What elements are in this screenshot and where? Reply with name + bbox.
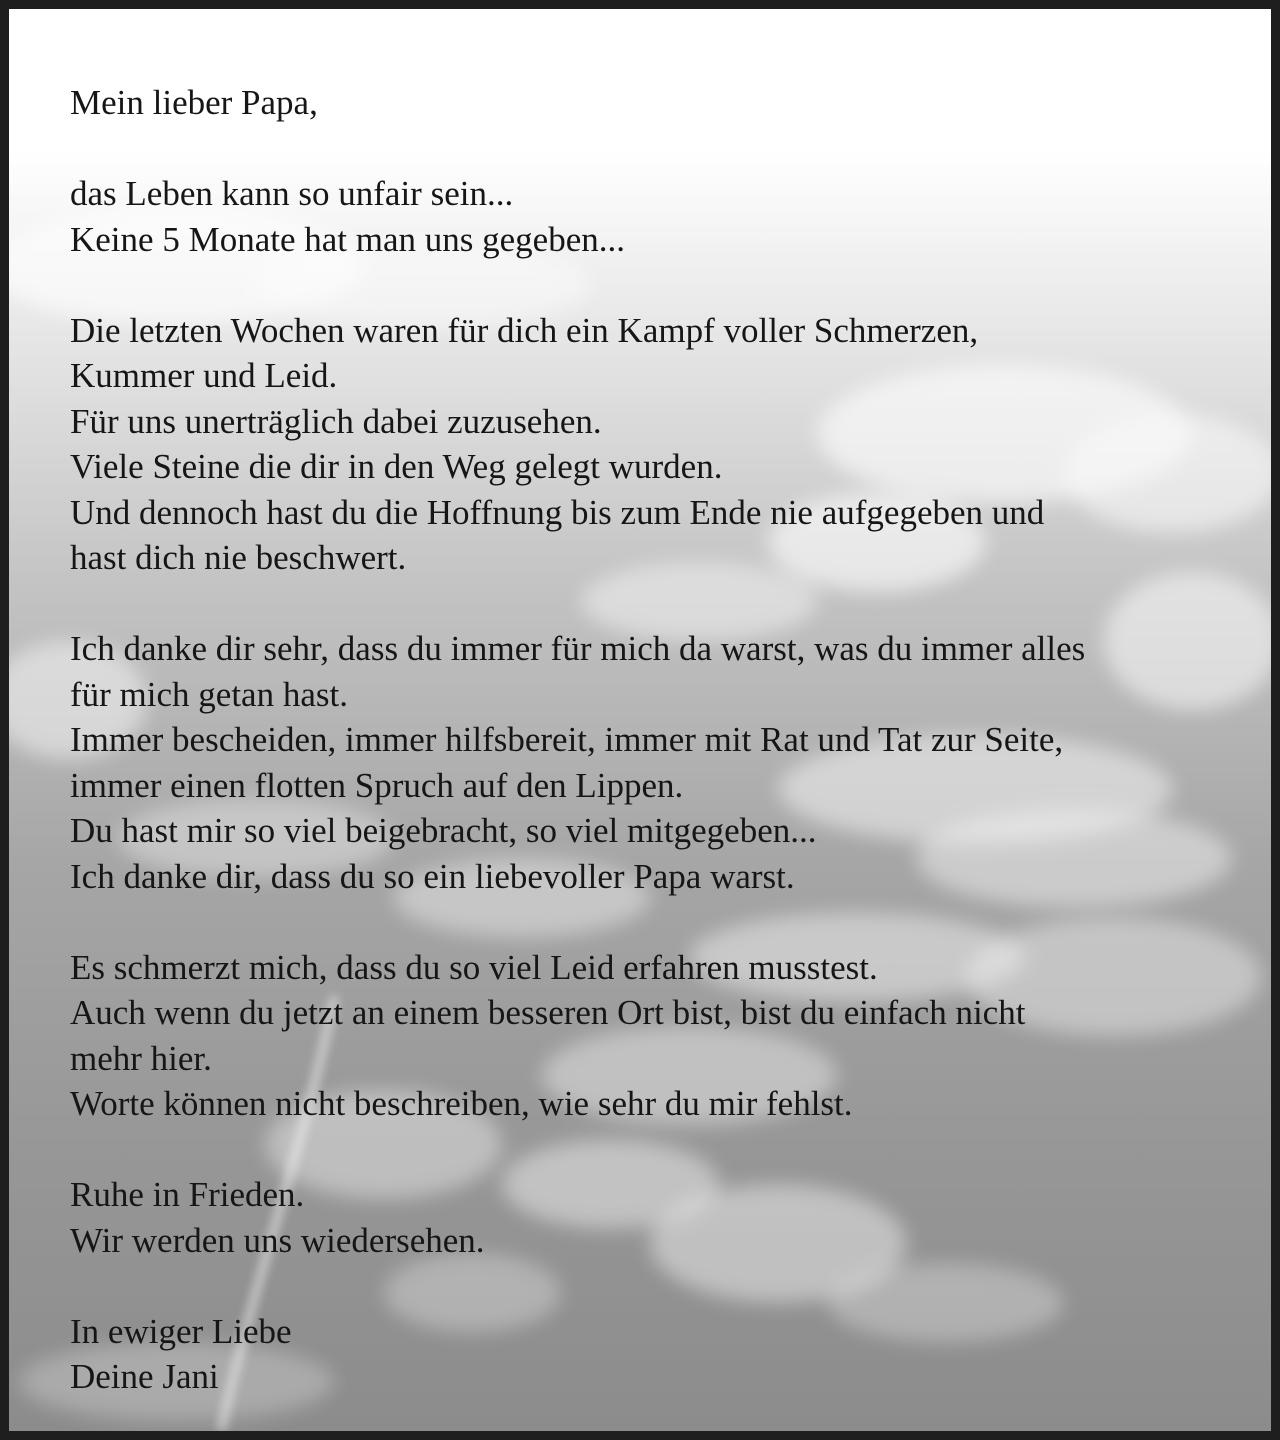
paragraph-2 [70,308,1230,581]
salutation: Mein lieber Papa, [70,83,318,122]
letter-line: Für uns unerträglich dabei zuzusehen. [70,401,602,441]
letter-line: Du hast mir so viel beigebracht, so viel mitgegeben... [70,811,817,850]
letter-line: Wir werden uns wiedersehen. [70,1220,485,1260]
paragraph-gap [70,899,1230,945]
paragraph-gap [70,262,1230,308]
closing [70,1309,1230,1400]
paragraph-gap [70,1127,1230,1173]
letter-line: Und dennoch hast du die Hoffnung bis zum Ende nie aufgegeben und [70,492,1045,532]
paragraph-gap [70,1263,1230,1309]
letter-line: Auch wenn du jetzt an einem besseren Ort bist, bist du einfach nicht [70,993,1026,1032]
letter-line: Es schmerzt mich, dass du so viel Leid erfahren musstest. [70,947,878,987]
paragraph-4 [70,945,1230,1127]
letter-line: Die letzten Wochen waren für dich ein Kampf voller Schmerzen, [70,310,979,350]
paragraph-3 [70,626,1230,899]
letter-line: Worte können nicht beschreiben, wie sehr du mir fehlst. [70,1084,853,1123]
paragraph-5 [70,1172,1230,1263]
letter-line: Kummer und Leid. [70,356,338,395]
letter-line: das Leben kann so unfair sein... [70,174,514,213]
letter-line: Viele Steine die dir in den Weg gelegt wurden. [70,447,723,486]
closing-line: In ewiger Liebe [70,1311,292,1351]
letter-line: für mich getan hast. [70,674,348,714]
letter-line: Ich danke dir, dass du so ein liebevoller Papa warst. [70,856,795,896]
letter-line: Ruhe in Frieden. [70,1175,305,1214]
paragraph-gap [70,126,1230,172]
letter-line: hast dich nie beschwert. [70,538,407,577]
paragraph-1 [70,171,1230,262]
letter-line: mehr hier. [70,1038,212,1078]
signature: Deine Jani [70,1357,219,1396]
letter-text [70,80,1230,1400]
letter-line: Immer bescheiden, immer hilfsbereit, immer mit Rat und Tat zur Seite, [70,720,1064,759]
letter-line: Ich danke dir sehr, dass du immer für mich da warst, was du immer alles [70,629,1086,668]
letter-line: immer einen flotten Spruch auf den Lippen. [70,765,684,805]
paragraph-gap [70,581,1230,627]
letter-line: Keine 5 Monate hat man uns gegeben... [70,219,625,259]
